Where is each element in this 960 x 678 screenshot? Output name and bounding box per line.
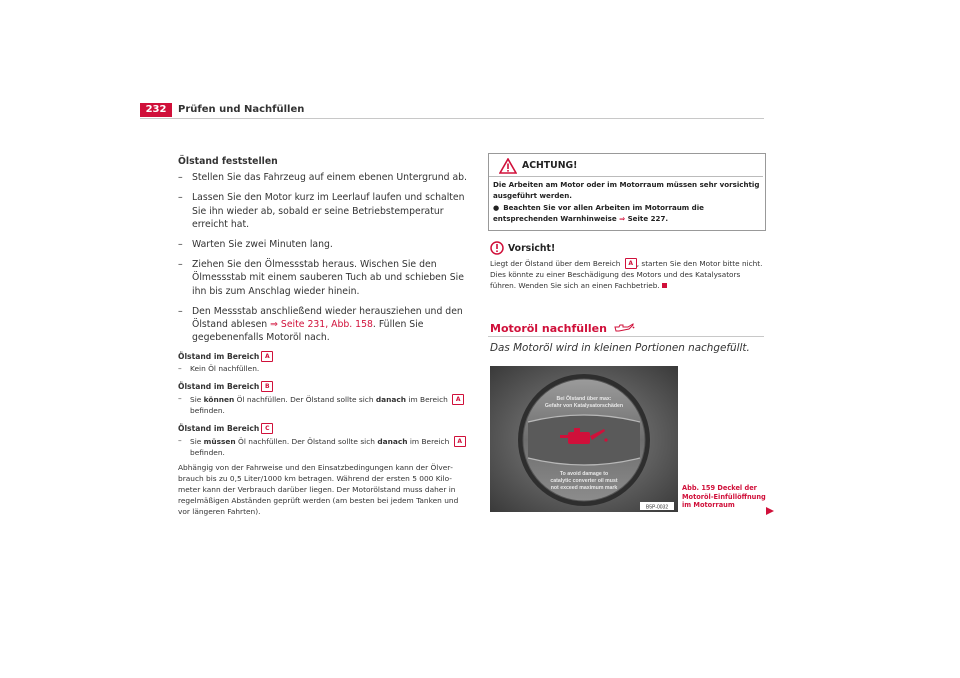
section-heading: Ölstand feststellen <box>178 156 278 167</box>
zone-heading: Ölstand im Bereich B <box>178 381 470 392</box>
marker-badge: A <box>261 351 273 362</box>
caution-title: Vorsicht! <box>508 243 556 254</box>
zone-heading: Ölstand im Bereich A <box>178 351 470 362</box>
step-item: – Den Messstab anschließend wieder herausziehen und den Ölstand ablesen ⇒ Seite 231, Abb. 158. Füllen Sie gegebenenfalls Motoröl nach. <box>178 305 463 344</box>
warning-triangle-icon <box>499 158 517 174</box>
marker-badge: A <box>452 394 464 405</box>
svg-text:Bei Ölstand über max:: Bei Ölstand über max: <box>556 396 612 402</box>
caution-text: Liegt der Ölstand über dem Bereich A , starten Sie den Motor bitte nicht. Dies könnte zu einer Beschädigung des Motors und des Katalysators führen. Wenden Sie sich an einen Fachbetrieb. <box>490 259 763 290</box>
exclamation-circle-icon <box>490 241 504 255</box>
oil-cap-photo <box>490 366 678 512</box>
end-marker-icon <box>662 283 667 288</box>
oil-can-icon <box>613 323 635 333</box>
zone-heading: Ölstand im Bereich C <box>178 423 470 434</box>
page-number: 232 <box>140 103 172 117</box>
warning-bullet: ● Beachten Sie vor allen Arbeiten im Motorraum die entsprechenden Warnhinweise ⇒ Seite 227. <box>493 203 704 223</box>
svg-text:B5P-0032: B5P-0032 <box>645 504 669 511</box>
svg-text:catalytic converter oil must: catalytic converter oil must <box>550 478 618 484</box>
marker-badge: C <box>261 423 273 434</box>
marker-badge: B <box>261 381 273 392</box>
closing-paragraph: Abhängig von der Fahrweise und den Einsatzbedingungen kann der Ölverbrauch bis zu 0,5 Liter/1000 km betragen. Während der ersten 5 000 Kilometer kann der Verbrauch darüber liegen. Der Motorölstand muss daher in regelmäßigen Abständen geprüft werden (am besten bei jedem Tanken und vor längeren Fahrten). <box>178 463 459 516</box>
step-item: – Lassen Sie den Motor kurz im Leerlauf laufen und schalten Sie ihn wieder ab, sobald er seine Betriebstemperatur erreicht hat. <box>178 192 465 230</box>
figure-oil-cap <box>490 366 678 512</box>
bullet-icon: ● <box>493 203 500 212</box>
zone-instruction: – Sie können Öl nachfüllen. Der Ölstand sollte sich danach im Bereich A befinden. <box>178 394 470 417</box>
warning-header <box>489 154 763 177</box>
section-divider <box>488 336 764 337</box>
arrow-icon: ⇒ <box>619 213 626 223</box>
figure-caption: Abb. 159 Deckel der Motoröl-Einfüllöffnung im Motorraum <box>682 484 766 510</box>
warning-body: Die Arbeiten am Motor oder im Motorraum müssen sehr vorsichtig ausgeführt werden. ● Beachten Sie vor allen Arbeiten im Motorraum die entsprechenden Warnhinweise ⇒ Seite 227. <box>493 180 760 223</box>
svg-text:not exceed maximum mark: not exceed maximum mark <box>550 485 618 491</box>
page-link[interactable]: Seite 231, Abb. 158 <box>280 319 373 331</box>
running-header: Prüfen und Nachfüllen <box>178 104 305 115</box>
svg-text:To avoid damage to: To avoid damage to <box>559 471 609 477</box>
zone-instruction: – Sie müssen Öl nachfüllen. Der Ölstand sollte sich danach im Bereich A befinden. <box>178 436 470 459</box>
step-item: – Ziehen Sie den Ölmessstab heraus. Wischen Sie den Ölmessstab mit einem sauberen Tuch ab und schieben Sie ihn bis zum Anschlag wieder hinein. <box>178 259 464 297</box>
marker-badge: A <box>454 436 466 447</box>
marker-badge: A <box>625 258 637 269</box>
arrow-icon: ⇒ <box>270 319 278 331</box>
section-title: Motoröl nachfüllen <box>490 322 635 335</box>
svg-text:Gefahr von Katalysatorschäden: Gefahr von Katalysatorschäden <box>544 403 624 409</box>
left-column <box>178 155 470 517</box>
section-intro: Das Motoröl wird in kleinen Portionen nachgefüllt. <box>490 342 750 354</box>
caution-block <box>490 240 764 291</box>
warning-title: ACHTUNG! <box>522 160 578 171</box>
header-divider <box>140 118 764 119</box>
continue-arrow-icon <box>765 506 775 516</box>
zone-instruction: – Kein Öl nachfüllen. <box>178 364 260 374</box>
page-link[interactable]: Seite 227. <box>627 213 669 223</box>
step-item: – Warten Sie zwei Minuten lang. <box>178 239 333 251</box>
step-item: – Stellen Sie das Fahrzeug auf einem ebenen Untergrund ab. <box>178 172 467 184</box>
